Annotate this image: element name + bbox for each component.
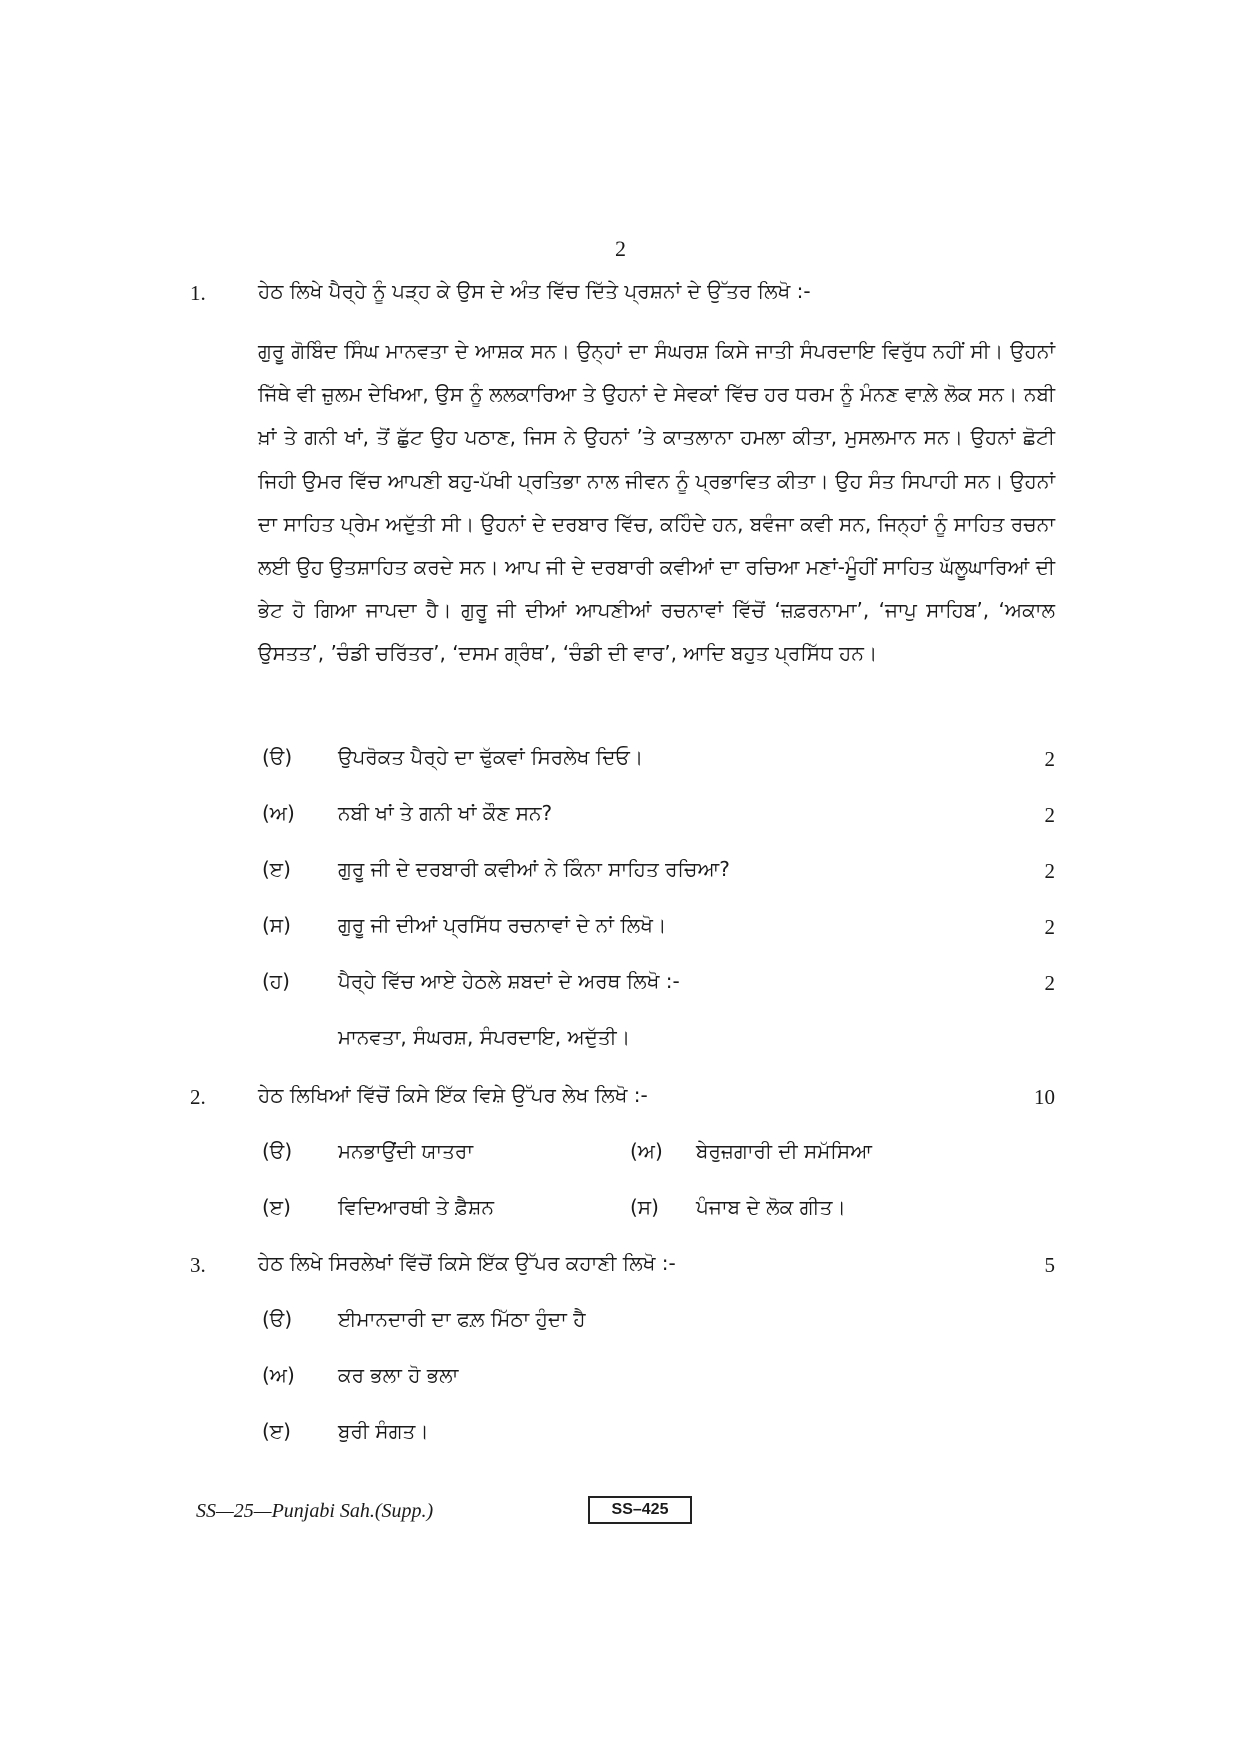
page-number: 2 (615, 236, 626, 261)
option-label: (ੲ) (262, 1419, 291, 1443)
sub-question (0, 967, 1241, 1001)
marks: 5 (1044, 1253, 1055, 1277)
sub-question (0, 743, 1241, 777)
option-label: (ੳ) (262, 1307, 293, 1331)
story-option (0, 1417, 1241, 1451)
marks: 2 (1044, 803, 1055, 827)
option-label: (ਅ) (262, 1363, 295, 1387)
option-text: ਵਿਦਿਆਰਥੀ ਤੇ ਫ਼ੈਸ਼ਨ (338, 1195, 494, 1219)
sub-question-text: ਗੁਰੂ ਜੀ ਦੇ ਦਰਬਾਰੀ ਕਵੀਆਂ ਨੇ ਕਿੰਨਾ ਸਾਹਿਤ ਰਚਿਆ? (338, 857, 730, 881)
sub-question-text: ਨਬੀ ਖਾਂ ਤੇ ਗਨੀ ਖਾਂ ਕੌਣ ਸਨ? (338, 801, 553, 825)
question-prompt: ਹੇਠ ਲਿਖੇ ਪੈਰ੍ਹੇ ਨੂੰ ਪੜ੍ਹ ਕੇ ਉਸ ਦੇ ਅੰਤ ਵਿੱਚ ਦਿੱਤੇ ਪ੍ਰਸ਼ਨਾਂ ਦੇ ਉੱਤਰ ਲਿਖੋ :- (258, 279, 811, 303)
sub-question-label: (ਅ) (262, 801, 295, 825)
question-prompt: ਹੇਠ ਲਿਖੇ ਸਿਰਲੇਖਾਂ ਵਿੱਚੋਂ ਕਿਸੇ ਇੱਕ ਉੱਪਰ ਕਹਾਣੀ ਲਿਖੋ :- (258, 1251, 676, 1275)
option-text: ਕਰ ਭਲਾ ਹੋ ਭਲਾ (338, 1363, 459, 1387)
sub-question (0, 799, 1241, 833)
sub-question (0, 855, 1241, 889)
essay-option-row (0, 1137, 1241, 1171)
sub-question-text: ਪੈਰ੍ਹੇ ਵਿੱਚ ਆਏ ਹੇਠਲੇ ਸ਼ਬਦਾਂ ਦੇ ਅਰਥ ਲਿਖੋ :- (338, 969, 680, 993)
option-text: ਈਮਾਨਦਾਰੀ ਦਾ ਫਲ਼ ਮਿੱਠਾ ਹੁੰਦਾ ਹੈ (338, 1307, 586, 1331)
sub-question (0, 911, 1241, 945)
marks: 2 (1044, 747, 1055, 771)
story-option (0, 1305, 1241, 1339)
paper-code: SS—25—Punjabi Sah.(Supp.) (196, 1500, 434, 1522)
sub-question-label: (ੲ) (262, 857, 291, 881)
option-label: (ਸ) (630, 1195, 659, 1219)
question-prompt: ਹੇਠ ਲਿਖਿਆਂ ਵਿੱਚੋਂ ਕਿਸੇ ਇੱਕ ਵਿਸ਼ੇ ਉੱਪਰ ਲੇਖ ਲਿਖੋ :- (258, 1083, 648, 1107)
word-list: ਮਾਨਵਤਾ, ਸੰਘਰਸ਼, ਸੰਪਰਦਾਇ, ਅਦੁੱਤੀ। (338, 1025, 631, 1049)
option-label: (ੲ) (262, 1195, 291, 1219)
sub-question-label: (ਸ) (262, 913, 291, 937)
option-text: ਬੁਰੀ ਸੰਗਤ। (338, 1419, 429, 1443)
question-3-header (0, 1249, 1241, 1283)
marks: 2 (1044, 971, 1055, 995)
marks: 2 (1044, 915, 1055, 939)
option-text: ਬੇਰੁਜ਼ਗਾਰੀ ਦੀ ਸਮੱਸਿਆ (696, 1139, 872, 1163)
sub-question-text: ਉਪਰੋਕਤ ਪੈਰ੍ਹੇ ਦਾ ਢੁੱਕਵਾਂ ਸਿਰਲੇਖ ਦਿਓ। (338, 745, 644, 769)
question-number: 2. (190, 1085, 206, 1109)
sub-question-text: ਗੁਰੂ ਜੀ ਦੀਆਂ ਪ੍ਰਸਿੱਧ ਰਚਨਾਵਾਂ ਦੇ ਨਾਂ ਲਿਖੋ। (338, 913, 667, 937)
option-text: ਮਨਭਾਉਂਦੀ ਯਾਤਰਾ (338, 1139, 474, 1163)
question-2-header (0, 1081, 1241, 1115)
sub-question-label: (ੳ) (262, 745, 293, 769)
story-option (0, 1361, 1241, 1395)
paper-code-box: SS–425 (588, 1496, 692, 1524)
question-number: 1. (190, 281, 206, 305)
essay-option-row (0, 1193, 1241, 1227)
question-1-header (0, 277, 1241, 311)
question-number: 3. (190, 1253, 206, 1277)
marks: 2 (1044, 859, 1055, 883)
reading-passage: ਗੁਰੂ ਗੋਬਿੰਦ ਸਿੰਘ ਮਾਨਵਤਾ ਦੇ ਆਸ਼ਕ ਸਨ। ਉਨ੍ਹਾਂ ਦਾ ਸੰਘਰਸ਼ ਕਿਸੇ ਜਾਤੀ ਸੰਪਰਦਾਇ ਵਿਰੁੱਧ ਨਹੀਂ ਸੀ। ਉਹਨਾਂ ਜਿੱਥੇ ਵੀ ਜ਼ੁਲਮ ਦੇਖਿਆ, ਉਸ ਨੂੰ ਲਲਕਾਰਿਆ ਤੇ ਉਹਨਾਂ ਦੇ ਸੇਵਕਾਂ ਵਿੱਚ ਹਰ ਧਰਮ ਨੂੰ ਮੰਨਣ ਵਾਲ਼ੇ ਲੋਕ ਸਨ। ਨਬੀ ਖ਼ਾਂ ਤੇ ਗਨੀ ਖਾਂ, ਤੋਂ ਛੁੱਟ ਉਹ ਪਠਾਣ, ਜਿਸ ਨੇ ਉਹਨਾਂ ’ਤੇ ਕਾਤਲਾਨਾ ਹਮਲਾ ਕੀਤਾ, ਮੁਸਲਮਾਨ ਸਨ। ਉਹਨਾਂ ਛੋਟੀ ਜਿਹੀ ਉਮਰ ਵਿੱਚ ਆਪਣੀ ਬਹੁ-ਪੱਖੀ ਪ੍ਰਤਿਭਾ ਨਾਲ ਜੀਵਨ ਨੂੰ ਪ੍ਰਭਾਵਿਤ ਕੀਤਾ। ਉਹ ਸੰਤ ਸਿਪਾਹੀ ਸਨ। ਉਹਨਾਂ ਦਾ ਸਾਹਿਤ ਪ੍ਰੇਮ ਅਦੁੱਤੀ ਸੀ। ਉਹਨਾਂ ਦੇ ਦਰਬਾਰ ਵਿੱਚ, ਕਹਿੰਦੇ ਹਨ, ਬਵੰਜਾ ਕਵੀ ਸਨ, ਜਿਨ੍ਹਾਂ ਨੂੰ ਸਾਹਿਤ ਰਚਨਾ ਲਈ ਉਹ ਉਤਸ਼ਾਹਿਤ ਕਰਦੇ ਸਨ। ਆਪ ਜੀ ਦੇ ਦਰਬਾਰੀ ਕਵੀਆਂ ਦਾ ਰਚਿਆ ਮਣਾਂ-ਮੂੰਹੀਂ ਸਾਹਿਤ ਘੱਲੂਘਾਰਿਆਂ ਦੀ ਭੇਟ ਹੋ ਗਿਆ ਜਾਪਦਾ ਹੈ। ਗੁਰੂ ਜੀ ਦੀਆਂ ਆਪਣੀਆਂ ਰਚਨਾਵਾਂ ਵਿੱਚੋਂ ‘ਜ਼ਫ਼ਰਨਾਮਾ’, ‘ਜਾਪੁ ਸਾਹਿਬ’, ‘ਅਕਾਲ ਉਸਤਤ’, ’ਚੰਡੀ ਚਰਿੱਤਰ’, ‘ਦਸਮ ਗ੍ਰੰਥ’, ‘ਚੰਡੀ ਦੀ ਵਾਰ’, ਆਦਿ ਬਹੁਤ ਪ੍ਰਸਿੱਧ ਹਨ। (258, 339, 1055, 666)
sub-question-label: (ਹ) (262, 969, 290, 993)
option-label: (ੳ) (262, 1139, 293, 1163)
marks: 10 (1034, 1085, 1055, 1109)
option-text: ਪੰਜਾਬ ਦੇ ਲੋਕ ਗੀਤ। (696, 1195, 846, 1219)
option-label: (ਅ) (630, 1139, 663, 1163)
